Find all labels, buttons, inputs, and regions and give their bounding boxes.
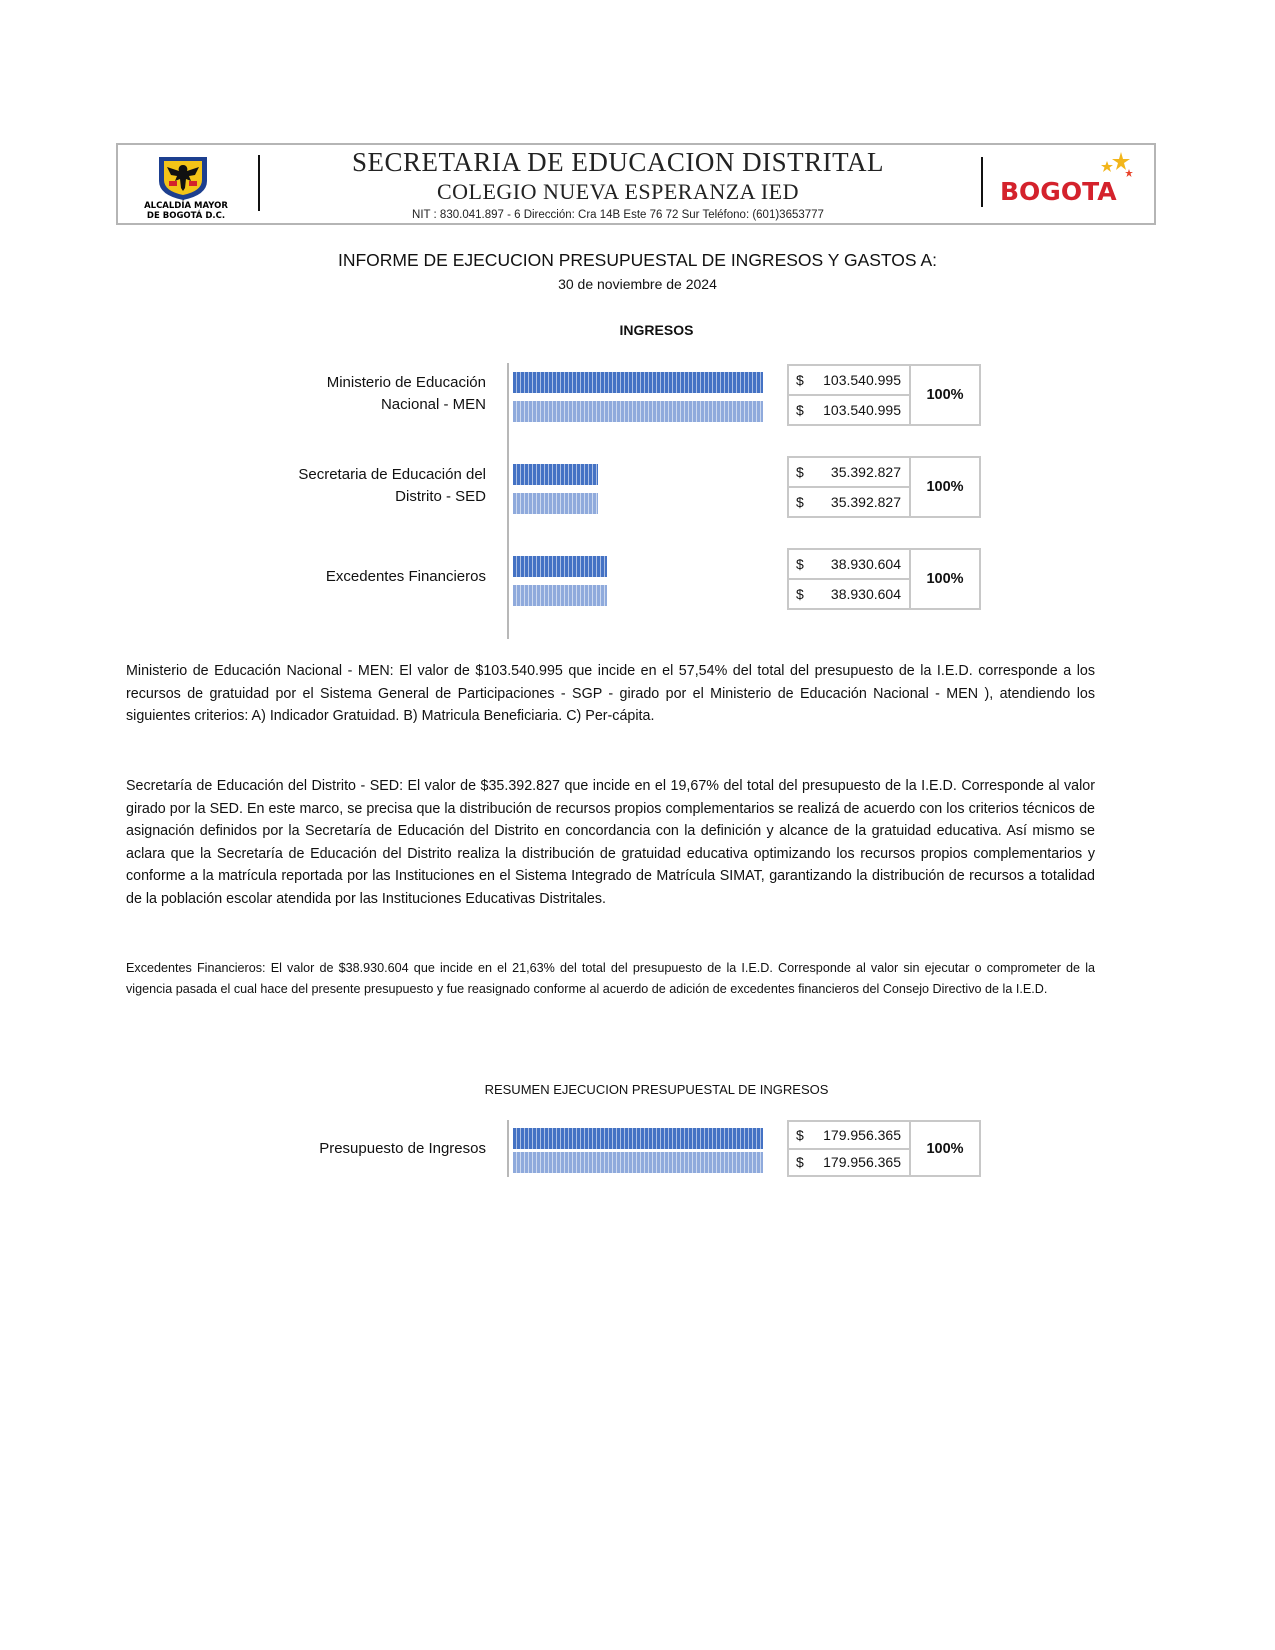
value-row [789, 1122, 909, 1148]
category-label [270, 566, 486, 588]
value-table [787, 456, 981, 518]
bar-ejec [513, 1128, 763, 1149]
value-amount: 179.956.365 [823, 1154, 901, 1171]
section-title-ingresos: INGRESOS [619, 322, 694, 338]
value-row [789, 458, 909, 486]
category-label-line: Nacional - MEN [380, 396, 486, 413]
currency-symbol: $ [796, 402, 804, 418]
value-row [789, 366, 909, 394]
value-row [789, 1148, 909, 1176]
value-table [787, 548, 981, 610]
category-label-line: Presupuesto de Ingresos [319, 1140, 486, 1157]
currency-symbol: $ [796, 1126, 804, 1143]
category-label-line: Distrito - SED [395, 488, 486, 505]
category-label [270, 464, 486, 508]
bogota-coat-of-arms-icon [155, 155, 211, 201]
summary-title: RESUMEN EJECUCION PRESUPUESTAL DE INGRESOS [484, 1082, 829, 1097]
execution-percent: 100% [926, 479, 964, 495]
bar-pres [513, 585, 607, 606]
contact-info: NIT : 830.041.897 - 6 Dirección: Cra 14B Este 76 72 Sur Teléfono: (601)3653777 [412, 209, 824, 221]
value-row [789, 578, 909, 608]
category-label-line: Ministerio de Educación [326, 374, 486, 391]
category-label-line: Excedentes Financieros [325, 568, 486, 585]
paragraph-excedentes: Excedentes Financieros: El valor de $38.930.604 que incide en el 21,63% del total del presupuesto de la I.E.D. Corresponde al valor sin ejecutar o comprometer de la vigencia pasada el cual hace del presente presupuesto y fue reasignado conforme al acuerdo de adición de excedentes financieros del Consejo Directivo de la I.E.D. [126, 961, 1095, 996]
value-column [789, 366, 911, 424]
category-label [270, 372, 486, 416]
value-amount: 179.956.365 [823, 1126, 901, 1143]
paragraph-sed: Secretaría de Educación del Distrito - SED: El valor de $35.392.827 que incide en el 19,67% del total del presupuesto de la I.E.D. Corresponde al valor girado por la SED. En este marco, se precisa que la distribución de recursos propios complementarios se realizá de acuerdo con los criterios técnicos de asignación definidos por la Secretaría de Educación del Distrito en concordancia con la definición y alcance de la gratuidad educativa. Así mismo se aclara que la Secretaría de Educación del Distrito realiza la distribución de gratuidad educativa optimizando los recursos propios complementarios y conforme a la matrícula reportada por las Instituciones en el Sistema Integrado de Matrícula SIMAT, garantizando la distribución de recursos a totalidad de la población escolar atendida por las Instituciones Educativas Distritales. [126, 778, 1095, 907]
chart-axis [507, 1120, 509, 1177]
category-label [270, 1138, 486, 1160]
institution-name: SECRETARIA DE EDUCACION DISTRITAL [352, 147, 884, 177]
alcaldia-line1: ALCALDÍA MAYOR [144, 201, 228, 211]
paragraph-men: Ministerio de Educación Nacional - MEN: El valor de $103.540.995 que incide en el 57,54% del total del presupuesto de la I.E.D. corresponde a los recursos de gratuidad por el Sistema General de Participaciones - SGP - girado por el Ministerio de Educación Nacional - MEN ), atendiendo los siguientes criterios: A) Indicador Gratuidad. B) Matricula Beneficiaria. C) Per-cápita. [126, 663, 1095, 724]
currency-symbol: $ [796, 556, 804, 572]
value-column [789, 550, 911, 608]
execution-percent: 100% [926, 387, 964, 403]
report-title: INFORME DE EJECUCION PRESUPUESTAL DE INGRESOS Y GASTOS A: [337, 250, 938, 270]
value-row [789, 486, 909, 516]
category-label-line: Secretaria de Educación del [298, 466, 486, 483]
currency-symbol: $ [796, 494, 804, 510]
bar-pres [513, 401, 763, 422]
value-table [787, 364, 981, 426]
bar-ejec [513, 372, 763, 393]
value-amount: 103.540.995 [823, 372, 901, 388]
value-column [789, 1122, 911, 1175]
bar-pres [513, 1152, 763, 1173]
bogota-logo-text: BOGOTA [1000, 177, 1117, 206]
value-amount: 35.392.827 [830, 494, 901, 510]
execution-percent: 100% [926, 571, 964, 587]
bar-pres [513, 493, 598, 514]
currency-symbol: $ [796, 464, 804, 480]
currency-symbol: $ [796, 1154, 804, 1171]
header-divider-right [981, 157, 983, 207]
chart-axis [507, 363, 509, 639]
bar-ejec [513, 464, 598, 485]
value-amount: 103.540.995 [823, 402, 901, 418]
value-table [787, 1120, 981, 1177]
value-amount: 35.392.827 [830, 464, 901, 480]
value-column [789, 458, 911, 516]
value-amount: 38.930.604 [830, 556, 901, 572]
value-row [789, 550, 909, 578]
currency-symbol: $ [796, 372, 804, 388]
header-divider-left [258, 155, 260, 211]
currency-symbol: $ [796, 586, 804, 602]
header-banner [116, 143, 1156, 225]
value-amount: 38.930.604 [830, 586, 901, 602]
alcaldia-logo-text [126, 201, 246, 221]
execution-percent: 100% [926, 1140, 964, 1157]
bar-ejec [513, 556, 607, 577]
value-row [789, 394, 909, 424]
report-date: 30 de noviembre de 2024 [558, 276, 717, 292]
school-name: COLEGIO NUEVA ESPERANZA IED [436, 179, 800, 204]
alcaldia-line2: DE BOGOTÁ D.C. [146, 211, 226, 221]
